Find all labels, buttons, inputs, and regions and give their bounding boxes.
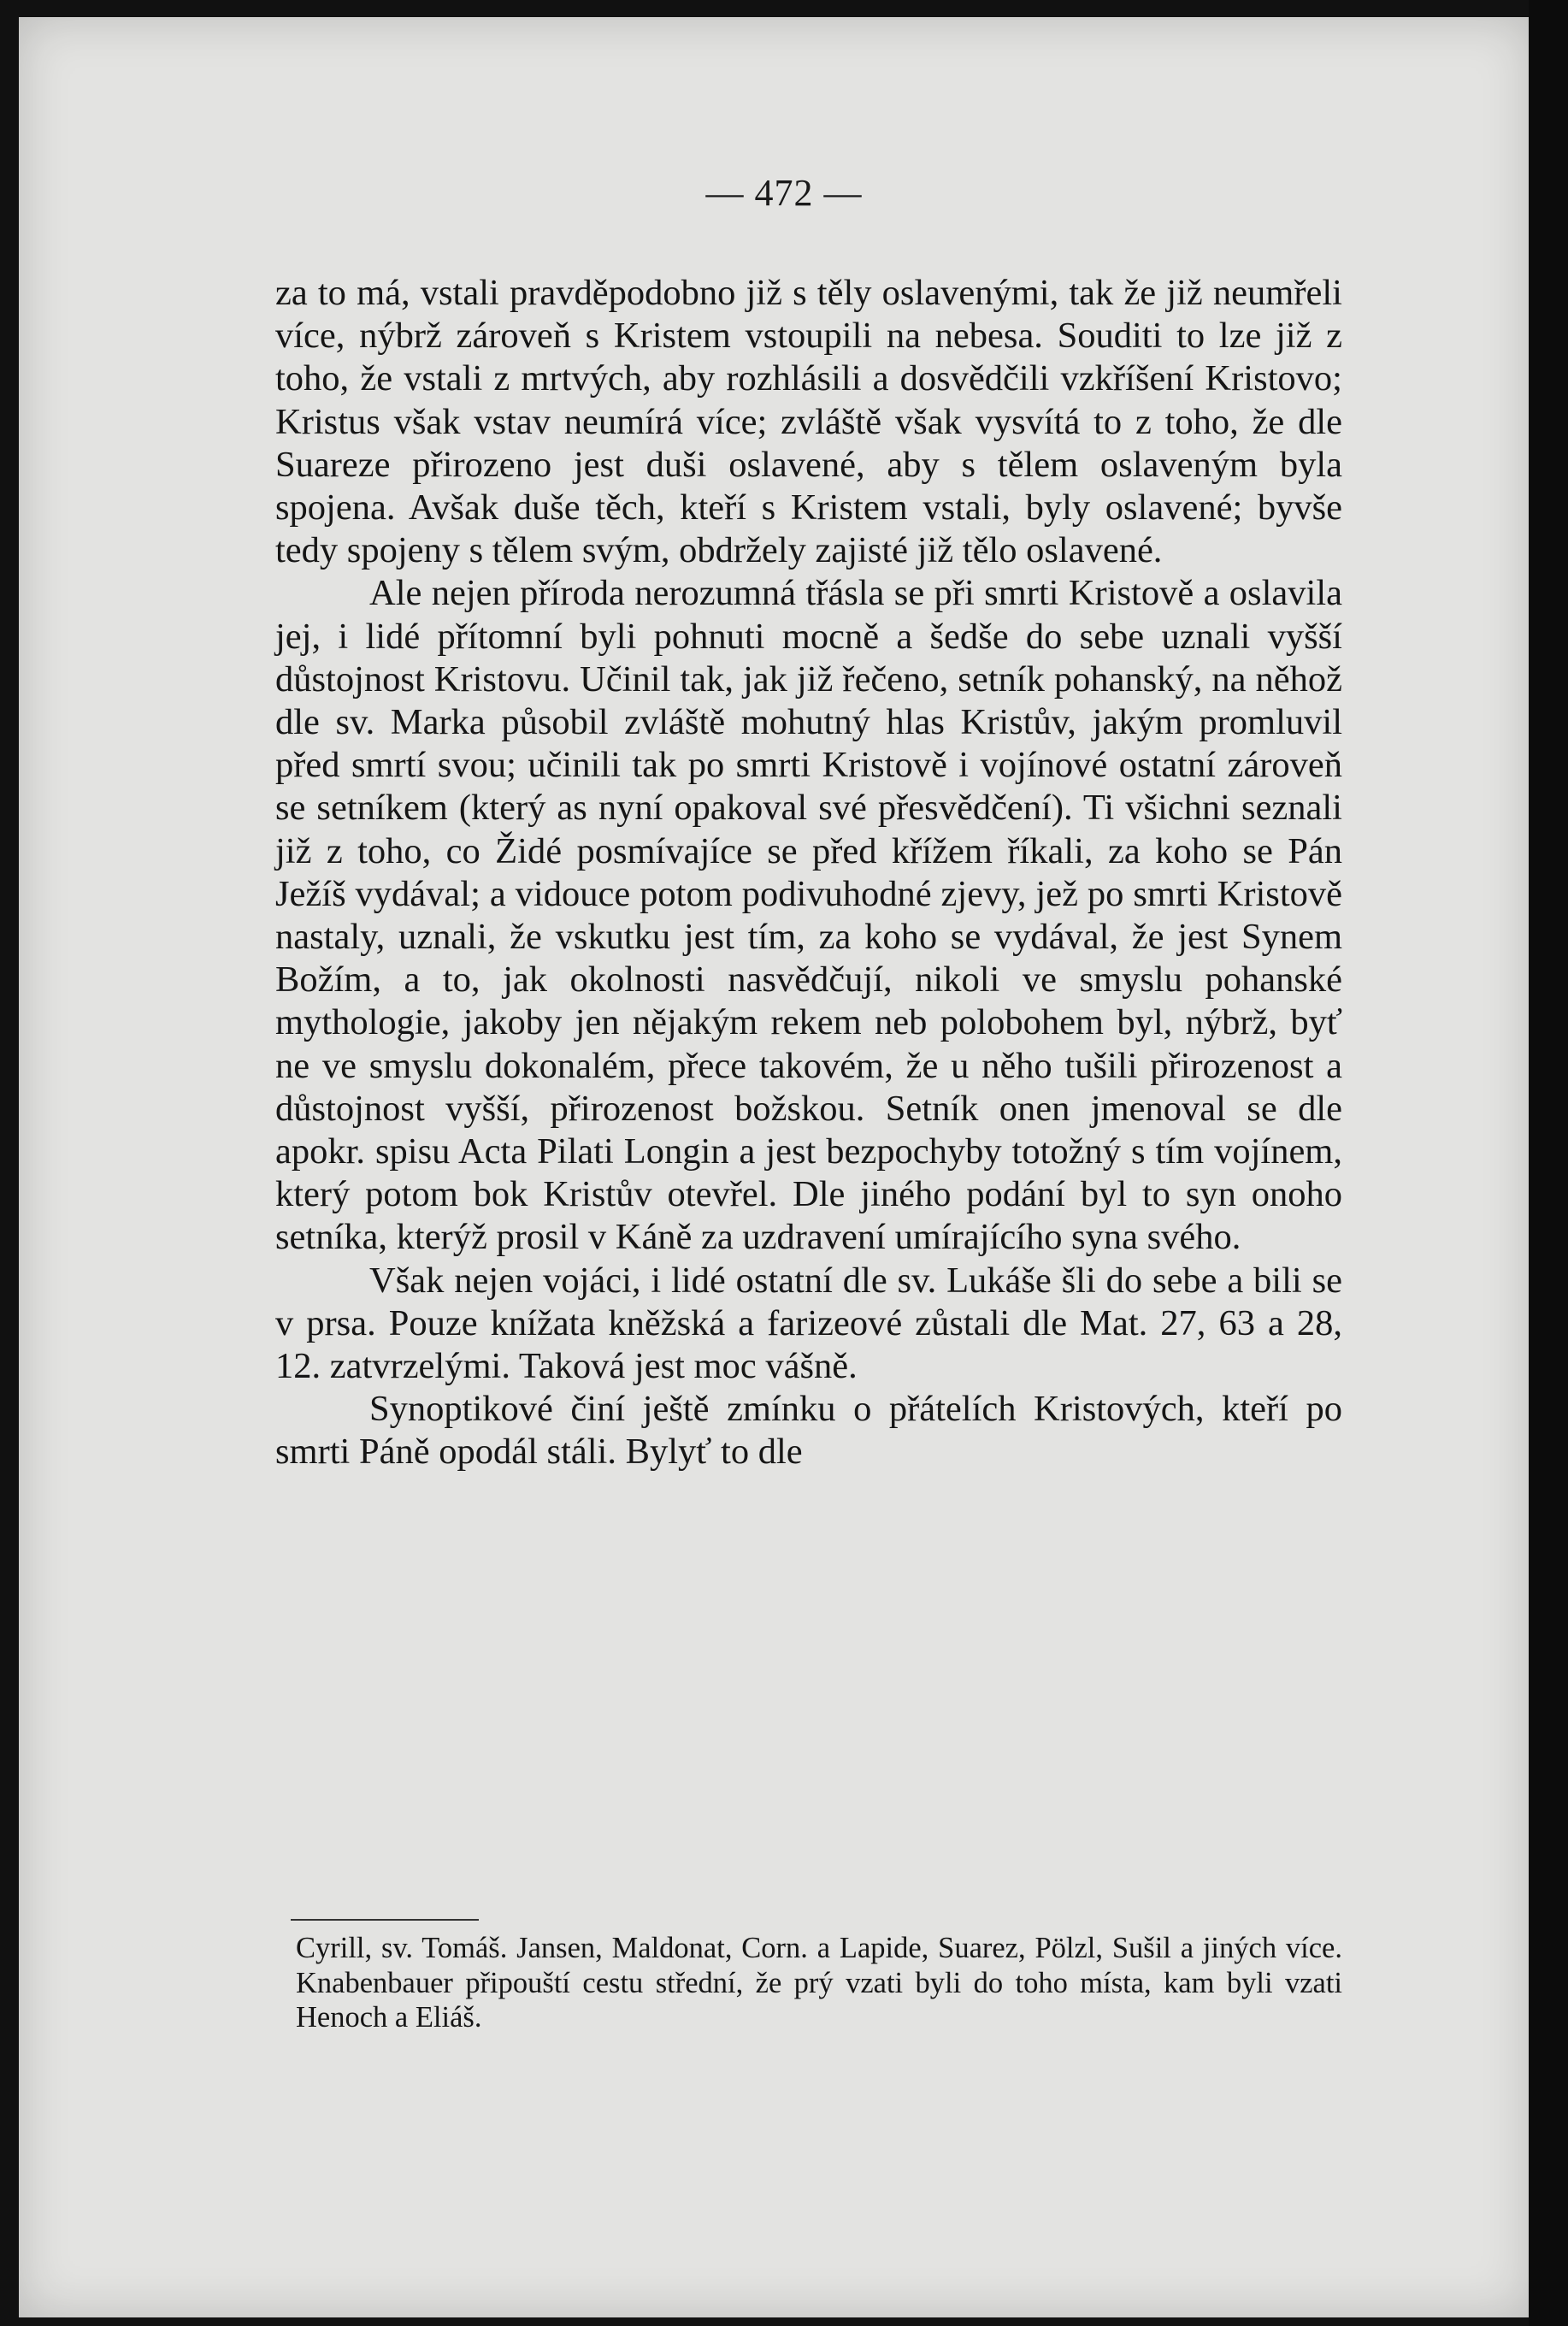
footnote: Cyrill, sv. Tomáš. Jansen, Maldonat, Corn. a Lapide, Suarez, Pölzl, Sušil a jiných více. Knabenbauer připouští cestu střední, že prý vzati byli do toho místa, kam byli vzati Henoch a Eliáš.	[296, 1932, 1342, 2034]
page-number: — 472 —	[705, 172, 863, 214]
paragraph-2: Ale nejen příroda nerozumná třásla se při smrti Kristově a oslavila jej, i lidé přítomní byli pohnuti mocně a šedše do sebe uznali vyšší důstojnost Kristovu. Učinil tak, jak již řečeno, setník pohanský, na něhož dle sv. Marka působil zvláště mohutný hlas Kristův, jakým promluvil před smrtí svou; učinili tak po smrti Kristově i vojínové ostatní zároveň se setníkem (který as nyní opakoval své přesvědčení). Ti všichni seznali již z toho, co Židé posmívajíce se před křížem říkali, za koho se Pán Ježíš vydával; a vidouce potom podivuhodné zjevy, jež po smrti Kristově nastaly, uznali, že vskutku jest tím, za koho se vydával, že jest Synem Božím, a to, jak okolnosti nasvědčují, nikoli ve smyslu pohanské mythologie, jakoby jen nějakým rekem neb polobohem byl, nýbrž, byť ne ve smyslu dokonalém, přece takovém, že u něho tušili přirozenost a důstojnost vyšší, přirozenost božskou. Setník onen jmenoval se dle apokr. spisu Acta Pilati Longin a jest bezpochyby totožný s tím vojínem, který potom bok Kristův otevřel. Dle jiného podání byl to syn onoho setníka, kterýž prosil v Káně za uzdravení umírajícího syna svého.	[275, 573, 1342, 1258]
main-text	[275, 272, 1342, 1474]
paragraph-1: za to má, vstali pravděpodobno již s těly oslavenými, tak že již neumřeli více, nýbrž zároveň s Kristem vstoupili na nebesa. Souditi to lze již z toho, že vstali z mrtvých, aby rozhlásili a dosvědčili vzkříšení Kristovo; Kristus však vstav neumírá více; zvláště však vysvítá to z toho, že dle Suareze přirozeno jest duši oslavené, aby s tělem oslaveným byla spojena. Avšak duše těch, kteří s Kristem vstali, byly oslavené; byvše tedy spojeny s tělem svým, obdržely zajisté již tělo oslavené.	[275, 273, 1342, 571]
footnote-divider	[291, 1919, 479, 1921]
paragraph-3: Však nejen vojáci, i lidé ostatní dle sv. Lukáše šli do sebe a bili se v prsa. Pouze knížata kněžská a farizeové zůstali dle Mat. 27, 63 a 28, 12. zatvrzelými. Taková jest moc vášně.	[275, 1260, 1342, 1387]
paragraph-4: Synoptikové činí ještě zmínku o přátelích Kristových, kteří po smrti Páně opodál stáli. Bylyť to dle	[275, 1389, 1342, 1473]
book-spine-shadow	[1529, 0, 1568, 2326]
